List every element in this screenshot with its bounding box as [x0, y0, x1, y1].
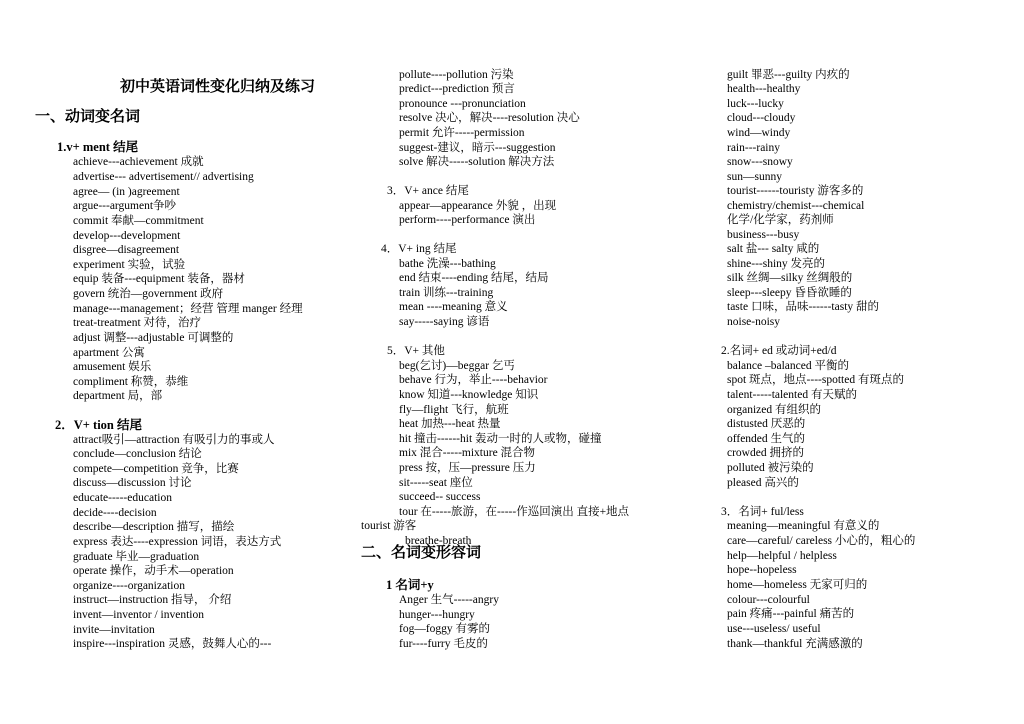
text-line: help—helpful / helpless [727, 550, 837, 562]
text-line: agree— (in )agreement [73, 186, 180, 198]
text-line: govern 统治—government 政府 [73, 288, 224, 300]
text-line: discuss—discussion 讨论 [73, 477, 192, 489]
text-line: inspire---inspiration 灵感，鼓舞人心的--- [73, 638, 272, 650]
text-line: press 按，压—pressure 压力 [399, 462, 536, 474]
text-line: perform----performance 演出 [399, 214, 536, 226]
subsection-heading: 2．V+ tion 结尾 [55, 418, 142, 432]
text-line: use---useless/ useful [727, 623, 821, 635]
text-line: beg(乞讨)—beggar 乞丐 [399, 360, 515, 372]
text-line: graduate 毕业—graduation [73, 551, 200, 563]
subsection-heading: 1 名词+y [386, 578, 434, 592]
text-line: department 局，部 [73, 390, 163, 402]
text-line: invent—inventor / invention [73, 609, 204, 621]
text-line: taste 口味，品味------tasty 甜的 [727, 301, 880, 313]
text-line: salt 盐--- salty 咸的 [727, 243, 820, 255]
text-line: Anger 生气-----angry [399, 594, 499, 606]
text-line: achieve---achievement 成就 [73, 156, 204, 168]
text-line: care—careful/ careless 小心的，粗心的 [727, 535, 916, 547]
text-line: appear—appearance 外貌 ，出现 [399, 200, 557, 212]
text-line: thank—thankful 充满感激的 [727, 638, 863, 650]
text-line: 化学/化学家，药剂师 [727, 214, 834, 226]
text-line: snow---snowy [727, 156, 793, 168]
text-line: organized 有组织的 [727, 404, 822, 416]
text-line: pleased 高兴的 [727, 477, 799, 489]
text-line: 3．名词+ ful/less [721, 506, 804, 518]
text-line: hit 撞击------hit 轰动一时的人或物，碰撞 [399, 433, 602, 445]
text-line: solve 解决-----solution 解决方法 [399, 156, 555, 168]
text-line: tourist 游客 [361, 520, 417, 532]
text-line: heat 加热---heat 热量 [399, 418, 501, 430]
text-line: wind—windy [727, 127, 791, 139]
text-line: 2.名词+ ed 或动词+ed/d [721, 345, 837, 357]
text-line: adjust 调整---adjustable 可调整的 [73, 332, 234, 344]
text-line: predict---prediction 预言 [399, 83, 515, 95]
text-line: sun—sunny [727, 171, 782, 183]
text-line: hunger---hungry [399, 609, 475, 621]
text-line: balance –balanced 平衡的 [727, 360, 849, 372]
subsection-heading: 1.v+ ment 结尾 [57, 140, 139, 154]
text-line: decide----decision [73, 507, 157, 519]
text-line: health---healthy [727, 83, 801, 95]
text-line: 5．V+ 其他 [387, 345, 445, 357]
text-line: experiment 实验，试验 [73, 259, 186, 271]
text-line: noise-noisy [727, 316, 781, 328]
text-line: instruct—instruction 指导， 介绍 [73, 594, 232, 606]
text-line: shine---shiny 发亮的 [727, 258, 826, 270]
text-line: operate 操作，动手术—operation [73, 565, 234, 577]
text-line: describe—description 描写，描绘 [73, 521, 235, 533]
text-line: behave 行为，举止----behavior [399, 374, 548, 386]
text-line: equip 装备---equipment 装备，器材 [73, 273, 245, 285]
text-line: sleep---sleepy 昏昏欲睡的 [727, 287, 852, 299]
text-line: resolve 决心，解决----resolution 决心 [399, 112, 580, 124]
text-line: mix 混合-----mixture 混合物 [399, 447, 536, 459]
text-line: chemistry/chemist---chemical [727, 200, 865, 212]
text-line: apartment 公寓 [73, 347, 145, 359]
text-line: amusement 娱乐 [73, 361, 152, 373]
text-line: advertise--- advertisement// advertising [73, 171, 254, 183]
text-line: develop---development [73, 230, 181, 242]
text-line: know 知道---knowledge 知识 [399, 389, 539, 401]
text-line: educate-----education [73, 492, 172, 504]
text-line: crowded 拥挤的 [727, 447, 804, 459]
text-line: rain---rainy [727, 142, 780, 154]
text-line: silk 丝绸—silky 丝绸般的 [727, 272, 853, 284]
text-line: say-----saying 谚语 [399, 316, 490, 328]
text-line: luck---lucky [727, 98, 784, 110]
section-heading: 二、名词变形容词 [361, 545, 482, 561]
text-line: tourist------touristy 游客多的 [727, 185, 864, 197]
text-line: compliment 称赞，恭维 [73, 376, 189, 388]
text-line: polluted 被污染的 [727, 462, 814, 474]
text-line: organize----organization [73, 580, 185, 592]
text-line: bathe 洗澡---bathing [399, 258, 496, 270]
document-title: 初中英语词性变化归纳及练习 [120, 79, 316, 95]
text-line: succeed-- success [399, 491, 481, 503]
text-line: meaning—meaningful 有意义的 [727, 520, 880, 532]
text-line: breathe-breath [405, 535, 472, 547]
text-line: cloud---cloudy [727, 112, 796, 124]
text-line: disgree—disagreement [73, 244, 180, 256]
text-line: compete—competition 竞争，比赛 [73, 463, 239, 475]
text-line: conclude—conclusion 结论 [73, 448, 202, 460]
text-line: pronounce ---pronunciation [399, 98, 526, 110]
text-line: business---busy [727, 229, 800, 241]
text-line: mean ----meaning 意义 [399, 301, 508, 313]
text-line: guilt 罪恶---guilty 内疚的 [727, 69, 850, 81]
text-line: suggest-建议，暗示---suggestion [399, 142, 556, 154]
text-line: talent-----talented 有天赋的 [727, 389, 857, 401]
text-line: distusted 厌恶的 [727, 418, 806, 430]
text-line: spot 斑点，地点----spotted 有斑点的 [727, 374, 904, 386]
text-line: colour---colourful [727, 594, 810, 606]
text-line: fur----furry 毛皮的 [399, 638, 488, 650]
text-line: manage---management；经营 管理 manger 经理 [73, 303, 303, 315]
text-line: end 结束----ending 结尾，结局 [399, 272, 549, 284]
text-line: invite—invitation [73, 624, 155, 636]
text-line: commit 奉献—commitment [73, 215, 204, 227]
text-line: hope--hopeless [727, 564, 797, 576]
section-heading: 一、动词变名词 [35, 109, 141, 125]
text-line: pollute----pollution 污染 [399, 69, 514, 81]
text-line: attract吸引—attraction 有吸引力的事或人 [73, 434, 275, 446]
text-line: permit 允许-----permission [399, 127, 525, 139]
text-line: train 训练---training [399, 287, 494, 299]
text-line: sit-----seat 座位 [399, 477, 473, 489]
text-line: tour 在-----旅游，在-----作巡回演出 直接+地点 [399, 506, 630, 518]
text-line: treat-treatment 对待，治疗 [73, 317, 202, 329]
text-line: fly—flight 飞行，航班 [399, 404, 509, 416]
text-line: offended 生气的 [727, 433, 806, 445]
text-line: 3．V+ ance 结尾 [387, 185, 469, 197]
text-line: fog—foggy 有雾的 [399, 623, 491, 635]
text-line: 4．V+ ing 结尾 [381, 243, 457, 255]
text-line: home—homeless 无家可归的 [727, 579, 868, 591]
text-line: pain 疼痛---painful 痛苦的 [727, 608, 855, 620]
text-line: argue---argument争吵 [73, 200, 177, 212]
text-line: express 表达----expression 词语，表达方式 [73, 536, 282, 548]
